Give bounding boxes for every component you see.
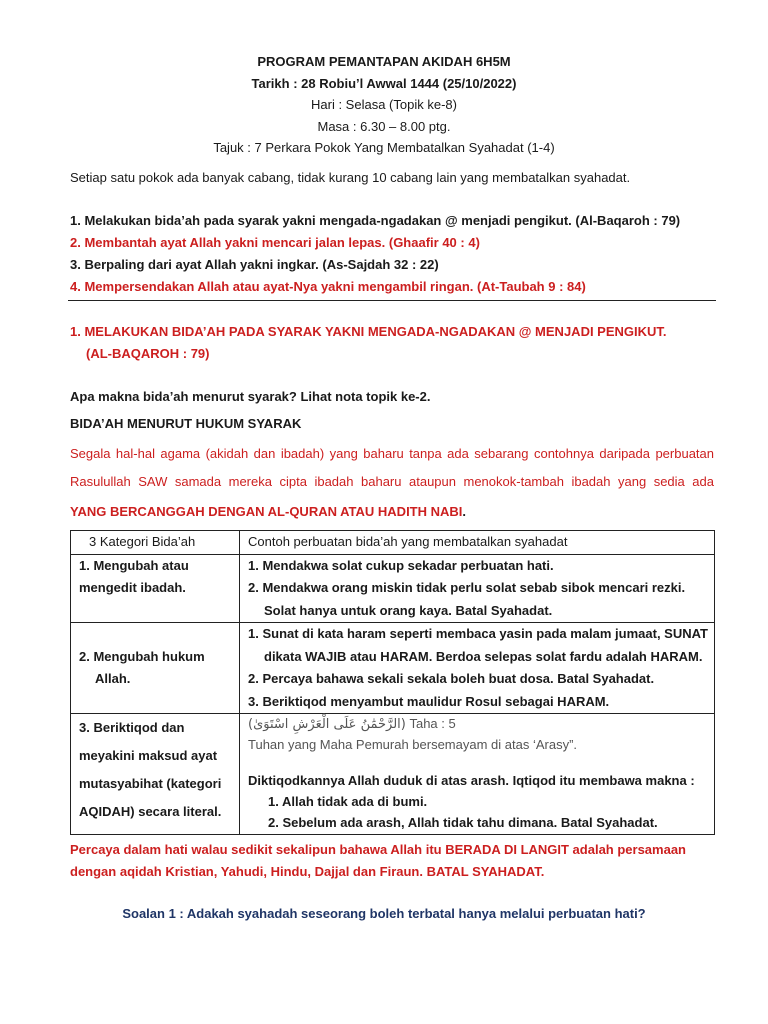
verse-reference: Taha : 5 xyxy=(409,716,456,731)
divider xyxy=(68,300,716,301)
time-line: Masa : 6.30 – 8.00 ptg. xyxy=(317,118,451,134)
section-heading: 1. MELAKUKAN BIDA’AH PADA SYARAK YAKNI MENGADA-NGADAKAN @ MENJADI PENGIKUT. xyxy=(70,324,667,339)
point-2: 2. Membantah ayat Allah yakni mencari jalan lepas. (Ghaafir 40 : 4) xyxy=(70,235,480,250)
intro-paragraph: Setiap satu pokok ada banyak cabang, tidak kurang 10 cabang lain yang membatalkan syahadat. xyxy=(70,170,631,185)
day-line: Hari : Selasa (Topik ke-8) xyxy=(311,97,457,112)
category-cell: 1. Mengubah atau mengedit ibadah. xyxy=(71,554,240,623)
table-header-examples: Contoh perbuatan bida’ah yang membatalkan syahadat xyxy=(240,531,715,555)
examples-cell: 1. Mendakwa solat cukup sekadar perbuatan hati. 2. Mendakwa orang miskin tidak perlu solat sebab sibok mencari rezki. Solat hanya untuk orang kaya. Batal Syahadat. xyxy=(240,554,715,623)
belief-statement: Diktiqodkannya Allah duduk di atas arash. Iqtiqod itu membawa makna : xyxy=(248,773,695,788)
definition-period: . xyxy=(462,504,467,519)
document-header xyxy=(0,51,768,159)
table-header-row xyxy=(71,531,715,555)
definition-line-2: Rasulullah SAW samada mereka cipta ibadah baharu ataupun menokok-tambah ibadah yang sedia ada xyxy=(70,474,714,489)
date-line: Tarikh : 28 Robiu’l Awwal 1444 (25/10/2022) xyxy=(251,75,517,91)
point-3: 3. Berpaling dari ayat Allah yakni ingkar. (As-Sajdah 32 : 22) xyxy=(70,257,439,272)
definition-emphasis: YANG BERCANGGAH DENGAN AL-QURAN ATAU HADITH NABI xyxy=(70,504,463,519)
table-row xyxy=(71,623,715,714)
definition-line-3 xyxy=(70,504,466,519)
table-header-category: 3 Kategori Bida’ah xyxy=(71,531,240,555)
warning-line-1: Percaya dalam hati walau sedikit sekalipun bahawa Allah itu BERADA DI LANGIT adalah persamaan xyxy=(70,842,687,857)
question-soalan-1: Soalan 1 : Adakah syahadah seseorang boleh terbatal hanya melalui perbuatan hati? xyxy=(122,906,646,921)
table-row xyxy=(71,714,715,835)
arabic-verse: (الرَّحْمَٰنُ عَلَى الْعَرْشِ اسْتَوَىٰ) xyxy=(248,717,406,732)
question-line: Apa makna bida’ah menurut syarak? Lihat nota topik ke-2. xyxy=(70,389,431,404)
topic-line: Tajuk : 7 Perkara Pokok Yang Membatalkan Syahadat (1-4) xyxy=(213,140,555,155)
bidaah-category-table xyxy=(70,530,715,835)
table-row xyxy=(71,554,715,623)
point-1: 1. Melakukan bida’ah pada syarak yakni mengada-ngadakan @ menjadi pengikut. (Al-Baqaroh : 79) xyxy=(70,213,681,228)
section-heading-ref: (AL-BAQAROH : 79) xyxy=(86,346,210,361)
examples-cell: 1. Sunat di kata haram seperti membaca yasin pada malam jumaat, SUNAT dikata WAJIB atau HARAM. Berdoa selepas solat fardu adalah HARAM. 2. Percaya bahawa sekali sekala boleh buat dosa. Batal Syahadat. 3. Beriktiqod menyambut maulidur Rosul sebagai HARAM. xyxy=(240,623,715,714)
warning-line-2: dengan aqidah Kristian, Yahudi, Hindu, Dajjal dan Firaun. BATAL SYAHADAT. xyxy=(70,864,545,879)
examples-cell xyxy=(240,714,715,835)
subheading: BIDA’AH MENURUT HUKUM SYARAK xyxy=(70,416,302,431)
category-cell: 2. Mengubah hukum Allah. xyxy=(71,623,240,714)
meaning-item: 1. Allah tidak ada di bumi. xyxy=(268,794,428,809)
definition-line-1: Segala hal-hal agama (akidah dan ibadah) yang baharu tanpa ada sebarang contohnya daripada perbuatan xyxy=(70,446,714,461)
category-cell: 3. Beriktiqod dan meyakini maksud ayat mutasyabihat (kategori AQIDAH) secara literal. xyxy=(71,714,240,835)
point-4: 4. Mempersendakan Allah atau ayat-Nya yakni mengambil ringan. (At-Taubah 9 : 84) xyxy=(70,279,586,294)
quran-verse xyxy=(248,714,714,734)
program-title: PROGRAM PEMANTAPAN AKIDAH 6H5M xyxy=(257,54,511,69)
meaning-item: 2. Sebelum ada arash, Allah tidak tahu dimana. Batal Syahadat. xyxy=(268,815,658,830)
verse-translation: Tuhan yang Maha Pemurah bersemayam di atas ‘Arasy”. xyxy=(248,737,578,752)
